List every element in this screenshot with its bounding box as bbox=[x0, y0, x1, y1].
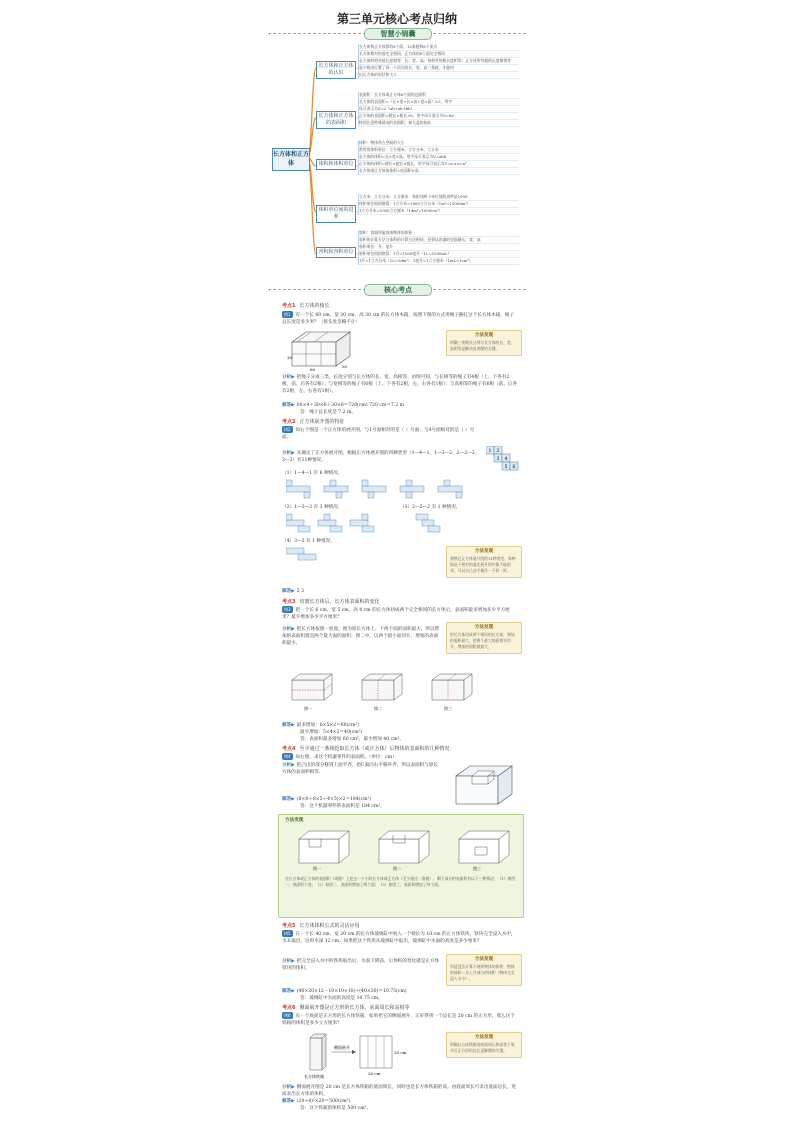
net-face-label: 1 bbox=[488, 449, 492, 454]
leaf: 母可表示为S=2（ab+ah+bh） bbox=[359, 106, 519, 113]
leaf: 容积单位：升、毫升 bbox=[359, 244, 519, 251]
net-face-label: 5 bbox=[504, 465, 508, 470]
example-1-answer2: 答：绳子总长度是 7.2 m。 bbox=[300, 410, 356, 415]
figure-caption: 图二 bbox=[393, 866, 401, 871]
net-patterns-row-1 bbox=[286, 478, 486, 506]
dim-label: 20 cm bbox=[368, 1071, 381, 1076]
leaf: 容积单位间的换算：1升=1000毫升（1L=1000mL） bbox=[359, 251, 519, 258]
dim-label: 20 cm bbox=[394, 1050, 407, 1055]
box-with-rope-figure bbox=[286, 328, 356, 372]
net-patterns-row-2 bbox=[286, 512, 486, 538]
net-face-label: 2 bbox=[496, 449, 500, 454]
leaf: 容积：容器所能容纳物体的体积 bbox=[359, 230, 519, 237]
leaf: 常用的体积单位：立方厘米、立方分米、立方米 bbox=[359, 147, 519, 154]
leaf: 长方体相对的面完全相同，正方体的6个面完全相同 bbox=[359, 51, 519, 58]
example-5-answer2: 答：玻璃缸中水面的高度是 10.75 cm。 bbox=[300, 996, 383, 1001]
example-6-answer2: 答：这个铁箱的体积是 500 cm³。 bbox=[300, 1106, 371, 1111]
section-header-tips bbox=[268, 28, 526, 40]
mind-map bbox=[268, 44, 526, 280]
cut-cuboid-figures bbox=[288, 670, 488, 712]
leaf: 1立方分米=1000立方厘米（1dm³=1000cm³） bbox=[359, 208, 519, 215]
section-label: 智慧小锦囊 bbox=[364, 28, 432, 40]
example-6-question: 例6 有一个底面是正方形的长方体铁箱，如果把它的侧面展开，正好得到一个边长是 20 cm 的正方形，那么这个铁箱的体积是多少立方厘米？ bbox=[282, 1013, 515, 1026]
leaves-capacity bbox=[358, 230, 519, 265]
tip-box-1: 方法发现 明确三类绳长分别与长方体的长、宽、高相等是解决此类题的关键。 bbox=[446, 330, 522, 356]
kaodian-3: 考点3 切割长方体后，长方体表面积的变化 bbox=[282, 599, 380, 605]
example-3-answer2: 最少增加：5×4×2＝40(cm²) bbox=[300, 730, 363, 735]
leaf: 体积：物体所占空间的大小 bbox=[359, 140, 519, 147]
net-face-label: 6 bbox=[512, 465, 516, 470]
case-1: （1）1—4—1 有 6 种情况。 bbox=[282, 471, 343, 476]
figure-caption: 图二 bbox=[374, 706, 382, 711]
page-title: 第三单元核心考点归纳 bbox=[336, 12, 457, 26]
branch-surface-area: 长方体和正方体的表面积 bbox=[316, 111, 356, 129]
leaf: 表面积：长方体或正方体6个面的总面积 bbox=[359, 92, 519, 99]
leaf: 长方体和正方体都有6个面、12条棱和8个顶点 bbox=[359, 44, 519, 51]
example-3-question: 例3 把一个长 6 cm，宽 5 cm，高 4 cm 的长方体切成两个完全相同的长方体后，表面积最多增加多少平方厘米？最少增加多少平方厘米？ bbox=[282, 607, 510, 620]
leaf: 长方体的表面积=（长×宽+长×高+宽×高）×2，用字 bbox=[359, 99, 519, 106]
dim-label: 30 bbox=[342, 364, 348, 369]
example-3-analysis: 分析▶ 把长方体按图一放置，图为原长方体上、下两个面的面积最大，所以增加的表面积就是两个最大面的面积；图二中，以两个最小面切开，增加的表面积最少。 bbox=[282, 627, 440, 646]
leaves-recognition bbox=[358, 44, 519, 79]
example-5-question: 例5 在一个长 40 cm、宽 20 cm 的长方体玻璃缸中放入一个棱长为 10 cm 的正方体铁块，铁块完全浸入水中，水未溢出，这时水深 12 cm。如果把这个铁块从玻璃缸中取出，玻璃缸中水面的高度是多少厘米？ bbox=[282, 931, 516, 944]
example-6-analysis: 分析▶ 侧面展开图是 20 cm 是长方体铁箱的底面周长，同时也是长方体铁箱的高。由底面周长可求出底面边长，进而求出长方体的体积。 bbox=[282, 1085, 517, 1097]
leaf: 正方体的体积=棱长×棱长×棱长，用字母可表示为V=a·a·a=a³ bbox=[359, 161, 519, 168]
example-5-analysis: 分析▶ 把完全浸入水中的铁块取出后，水面下降前、后体积的变化就是正方体铁块的体积。 bbox=[282, 959, 440, 971]
leaves-surface-area bbox=[358, 92, 519, 127]
example-1-answer: 解答▶ 60×4＋30×6＋30×6＝720(cm) 720 cm＝7.2 m bbox=[282, 403, 404, 408]
kaodian-4: 考点4 至少通过一条棱挖取长方体（或正方体）后物体的表面积的几种情况 bbox=[282, 746, 450, 752]
tip-box-3: 方法发现 把长方体切成两个相同的长方体，增加的面积最大，把两个最大的面相对切开，增加的面积就最大。 bbox=[446, 622, 522, 654]
example-4-answer: 解答▶ (8×4＋8×5＋4×5)×2＝184(cm²) bbox=[282, 797, 372, 802]
dug-cuboid-figures bbox=[279, 825, 523, 871]
leaf: 容积的计算方法与体积的计算方法相同，但要从容器的里面量长、宽、高 bbox=[359, 237, 519, 244]
leaf: 出长方体的形状和大小 bbox=[359, 72, 519, 79]
page bbox=[268, 8, 526, 1118]
mind-map-root: 长方体和正方体 bbox=[272, 148, 310, 171]
example-1-question: 例1 有一个长 60 cm、宽 30 cm、高 30 cm 的长方体木箱，按照下图的方式用绳子捆扎这个长方体木箱，绳子总长度是多少米？（接头处忽略不计） bbox=[282, 312, 515, 325]
box-unfold-figure bbox=[304, 1030, 414, 1082]
tip-box-2: 方法发现 要熟记正方体展开图的11种类型，每种情况下相对的面在展开图中都不能相邻，可以自己动手操作一下折一折。 bbox=[446, 546, 522, 578]
figure-caption: 图三 bbox=[444, 706, 452, 711]
tip-box-6: 方法发现 明确长方体铁箱的底面周长和高等于展开后正方形的边长是解题的关键。 bbox=[446, 1032, 522, 1058]
net-face-label: 4 bbox=[504, 457, 508, 462]
figure-caption: 图一 bbox=[304, 706, 312, 711]
figure-caption: 长方体铁箱 bbox=[304, 1074, 324, 1079]
example-3-answer: 解答▶ 最多增加：6×5×2＝60(cm²) bbox=[282, 723, 359, 728]
figure-caption: 图一 bbox=[313, 866, 321, 871]
leaf: 立方米、立方分米、立方厘米：每相邻两个单位间的进率是1000 bbox=[359, 194, 519, 201]
figure-caption: 侧面展开 bbox=[334, 1045, 350, 1050]
branch-volume: 体积和体积单位 bbox=[316, 159, 356, 170]
leaf: 长方体或正方体的体积=底面积×高 bbox=[359, 168, 519, 175]
case-4: （4）3—3 有 1 种情况。 bbox=[282, 539, 335, 544]
leaf: 体积单位间的换算：1立方米=1000立方分米（1m³=1000dm³） bbox=[359, 201, 519, 208]
example-4-question: 例4 如右图，求这个机器零件的表面积。（单位：cm） bbox=[284, 754, 397, 760]
branch-recognition: 长方体和正方体的认识 bbox=[316, 61, 356, 79]
example-2-analysis: 分析▶ 先确定了正方体展开图，根据正方体展开图的四种类型（1—4—1、1—3—2、2—2—2、3—3）有11种情况。 bbox=[282, 451, 480, 463]
example-4-answer2: 答：这个机器零件的表面积是 184 cm²。 bbox=[300, 804, 385, 809]
tip-box-5: 方法发现 用浸没法计算不规则物体的体积：物体的体积＝水上升部分的体积（物体完全浸入水中）。 bbox=[446, 954, 522, 986]
example-2-question: 例2 如右下图是一个正方体的展开图，与1号面相对的是（ ）号面，与4号面相对的是（ ）号面。 bbox=[282, 427, 475, 440]
example-1-analysis: 分析▶ 把绳子分成三类，长度分别与长方体的长、宽、高相等。由图可知，与长相等的绳子有4根（上、下各有2根，前、后各有2根）；与宽相等的绳子有6根（上、下各有2根，左、右各有1根）；与高相等的绳子有6根（前、后各有2根，左、右各有1根）。 bbox=[282, 375, 518, 394]
kaodian-5: 考点5 长方体体积公式的灵活应用 bbox=[282, 923, 360, 929]
example-2-answer: 解答▶ 5 3 bbox=[282, 589, 305, 594]
dim-label: 60 bbox=[310, 367, 316, 372]
leaf: 正方体的表面积=棱长×棱长×6，用字母可表示为S=6a² bbox=[359, 113, 519, 120]
kaodian-6: 考点6 侧面展开图是正方形的长方体，底面周长和高相等 bbox=[282, 1005, 410, 1011]
leaf: 特别注意特殊情况的表面积，如无盖的鱼缸 bbox=[359, 120, 519, 127]
leaf: 是少数由位置了同一个顶点的长、宽、高三条棱，才能叫 bbox=[359, 65, 519, 72]
section-header-core bbox=[268, 284, 526, 296]
leaves-volume bbox=[358, 140, 519, 175]
example-3-answer3: 答：表面积最多增加 60 cm²，最少增加 40 cm²。 bbox=[300, 737, 404, 742]
net-face-label: 3 bbox=[496, 457, 500, 462]
kaodian-1: 考点1 长方体的棱长 bbox=[282, 303, 330, 309]
leaves-unit-rate bbox=[358, 194, 519, 215]
kaodian-2: 考点2 正方体展开图的特征 bbox=[282, 419, 345, 425]
example-5-answer: 解答▶ (40×20×12－10×10×10)÷(40×20)＝10.75(cm) bbox=[282, 989, 407, 994]
net-pattern-3-3 bbox=[286, 546, 326, 562]
leaf: 长方体的体积=长×宽×高，用字母可表示为V=abh bbox=[359, 154, 519, 161]
tip-box-4: 方法发现 图一 图二 图三 在长方体或正方体的表面积（或棱）上挖去一个小的长方体或正方体（至少通过一条棱），剩下部分的表面积有以下三种情况：（1）如图一，表面积不变；（2）如图二，表面积增加了两个面；（3）如图三，表面积增加了四个面。 bbox=[278, 814, 524, 918]
dim-label: 30 bbox=[287, 355, 293, 360]
branch-capacity: 容积和容积单位 bbox=[316, 247, 356, 258]
section-label: 核心考点 bbox=[364, 284, 432, 296]
case-2: （2）1—3—2 有 3 种情况。 （3）2—2—2 有 1 种情况。 bbox=[282, 505, 461, 510]
branch-unit-rate: 体积单位间的进率 bbox=[316, 205, 356, 223]
leaf: 1升=1立方分米（1L=1dm³） 1毫升=1立方厘米（1mL=1cm³） bbox=[359, 258, 519, 265]
example-4-analysis: 分析▶ 把凸出的部分移到上面平齐，把C面向右平移补齐，所以表面积与原长方体的表面积相等。 bbox=[282, 763, 439, 775]
figure-caption: 图三 bbox=[473, 866, 481, 871]
leaf: 长方体的相对棱长度相等：长、宽、高。每相对的棱长度相等；正方体所有棱的长度都相等 bbox=[359, 58, 519, 65]
example-6-answer: 解答▶ (20÷4)²×20＝500(cm³) bbox=[282, 1099, 351, 1104]
